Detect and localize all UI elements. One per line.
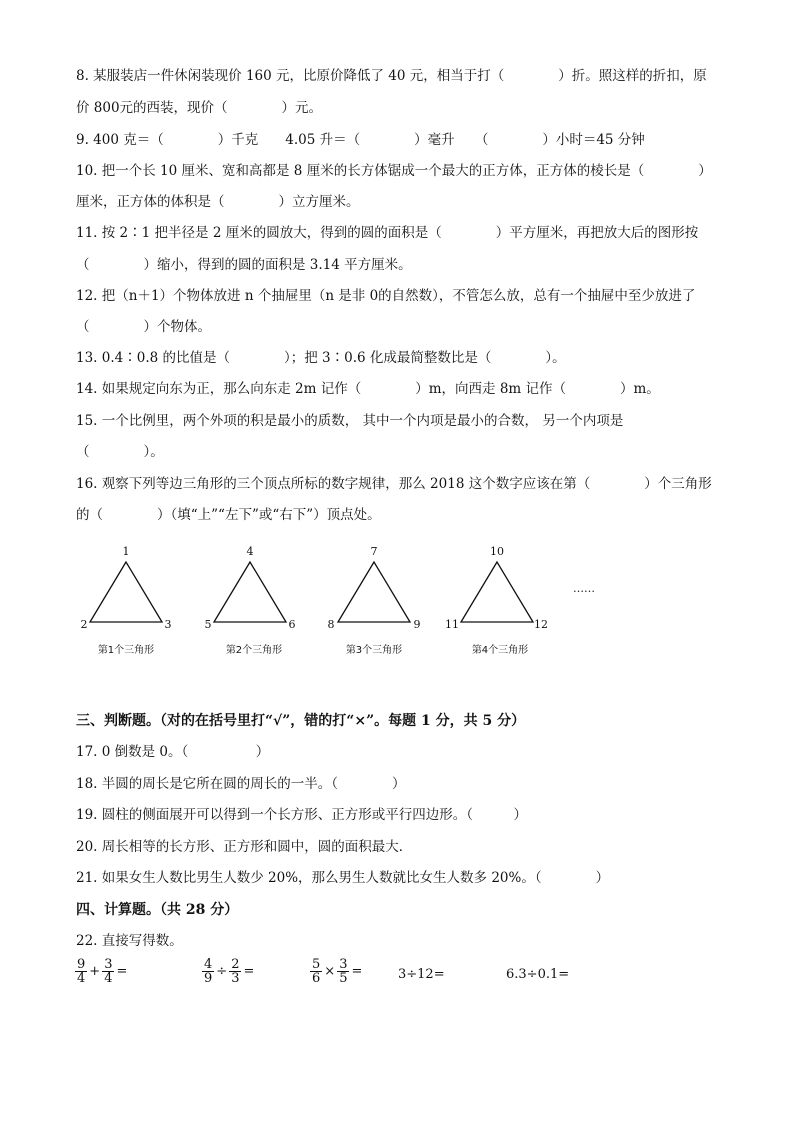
question-12-line-2: （ ）个物体。: [76, 319, 211, 335]
triangle-4-right-label: 12: [534, 618, 548, 631]
question-9: 9. 400 克＝（ ）千克 4.05 升＝（ ）毫升 （ ）小时＝45 分钟: [76, 132, 645, 148]
calc-expression-5: 6.3÷0.1=: [506, 967, 570, 982]
triangle-2-right-label: 6: [288, 618, 296, 631]
triangle-1: [81, 545, 172, 656]
triangle-4-top-label: 10: [490, 545, 504, 558]
fraction-2a: $\frac{4}{9}$: [204, 957, 213, 986]
triangle-1-top-label: 1: [122, 545, 130, 558]
triangle-3-caption: 第3个三角形: [345, 645, 403, 656]
question-18: 18. 半圆的周长是它所在圆的周长的一半。（ ）: [76, 776, 406, 792]
triangle-3-right-label: 9: [413, 618, 421, 631]
question-11-line-2: （ ）缩小，得到的圆的面积是 3.14 平方厘米。: [76, 257, 412, 273]
fraction-1b: $\frac{3}{4}$: [104, 957, 113, 986]
question-20: 20. 周长相等的长方形、正方形和圆中，圆的面积最大．: [76, 839, 413, 855]
triangle-2-caption: 第2个三角形: [225, 645, 283, 656]
triangle-3-shape: [338, 562, 410, 622]
question-22: 22. 直接写得数。: [76, 933, 183, 949]
calc-section-heading: 四、计算题。（共 28 分）: [76, 902, 239, 918]
question-10-line-1: 10. 把一个长 10 厘米、宽和高都是 8 厘米的长方体锯成一个最大的正方体，正方体的棱长是（ ）: [76, 163, 712, 179]
calc-expression-2: $\frac{4}{9}$ ÷ $\frac{2}{3}$ =: [204, 957, 255, 986]
question-10-line-2: 厘米，正方体的体积是（ ）立方厘米。: [76, 194, 360, 210]
triangle-4: [445, 545, 548, 656]
triangle-2-left-label: 5: [204, 618, 212, 631]
calc-expression-4: 3÷12=: [398, 967, 445, 982]
question-13: 13. 0.4∶0.8 的比值是（ ）；把 3∶0.6 化成最简整数比是（ ）。: [76, 350, 566, 366]
question-11-line-1: 11. 按 2∶1 把半径是 2 厘米的圆放大，得到的圆的面积是（ ）平方厘米，再把放大后的图形按: [76, 225, 699, 241]
question-15-line-2: （ ）。: [76, 444, 164, 460]
triangle-4-left-label: 11: [445, 618, 459, 631]
triangle-4-caption: 第4个三角形: [471, 645, 529, 656]
question-21: 21. 如果女生人数比男生人数少 20%，那么男生人数就比女生人数多 20%。（ ）: [76, 870, 610, 886]
question-17: 17. 0 倒数是 0。（ ）: [76, 744, 270, 760]
fraction-1a: $\frac{9}{4}$: [77, 957, 86, 986]
question-8-line-2: 价 800元的西装，现价（ ）元。: [76, 100, 323, 116]
triangle-1-right-label: 3: [164, 618, 172, 631]
triangle-1-left-label: 2: [80, 618, 88, 631]
question-16-line-1: 16. 观察下列等边三角形的三个顶点所标的数字规律，那么 2018 这个数字应该在第（ ）个三角形: [76, 476, 712, 492]
question-15-line-1: 15. 一个比例里，两个外项的积是最小的质数， 其中一个内项是最小的合数， 另一个内项是: [76, 413, 624, 429]
fraction-3b: $\frac{3}{5}$: [339, 957, 348, 986]
question-14: 14. 如果规定向东为正，那么向东走 2m 记作（ ）m，向西走 8m 记作（ ）m。: [76, 381, 660, 397]
judge-section-heading: 三、判断题。（对的在括号里打“√”，错的打“×”。每题 1 分，共 5 分）: [76, 713, 526, 729]
triangle-pattern-figure: [70, 540, 630, 665]
triangle-pattern-ellipsis: ……: [573, 582, 595, 595]
triangle-1-shape: [90, 562, 162, 622]
triangle-1-caption: 第1个三角形: [97, 645, 155, 656]
question-12-line-1: 12. 把（n＋1）个物体放进 n 个抽屉里（n 是非 0的自然数），不管怎么放，总有一个抽屉中至少放进了: [76, 288, 696, 304]
triangle-3-left-label: 8: [327, 618, 335, 631]
triangle-2: [205, 545, 296, 656]
triangle-3-top-label: 7: [370, 545, 378, 558]
calc-expression-1: $\frac{9}{4}$ + $\frac{3}{4}$ =: [77, 957, 128, 986]
question-16-line-2: 的（ ）（填“上”“左下”或“右下”）顶点处。: [76, 507, 381, 523]
question-8-line-1: 8. 某服装店一件休闲装现价 160 元，比原价降低了 40 元，相当于打（ ）折。照这样的折扣，原: [76, 68, 707, 84]
fraction-2b: $\frac{2}{3}$: [231, 957, 240, 986]
fraction-3a: $\frac{5}{6}$: [312, 957, 321, 986]
triangle-4-shape: [461, 562, 533, 622]
triangle-3: [328, 545, 421, 656]
calc-expression-3: $\frac{5}{6}$ × $\frac{3}{5}$ =: [312, 957, 363, 986]
triangle-2-top-label: 4: [246, 545, 254, 558]
triangle-2-shape: [214, 562, 286, 622]
question-19: 19. 圆柱的侧面展开可以得到一个长方形、正方形或平行四边形。（ ）: [76, 807, 528, 823]
